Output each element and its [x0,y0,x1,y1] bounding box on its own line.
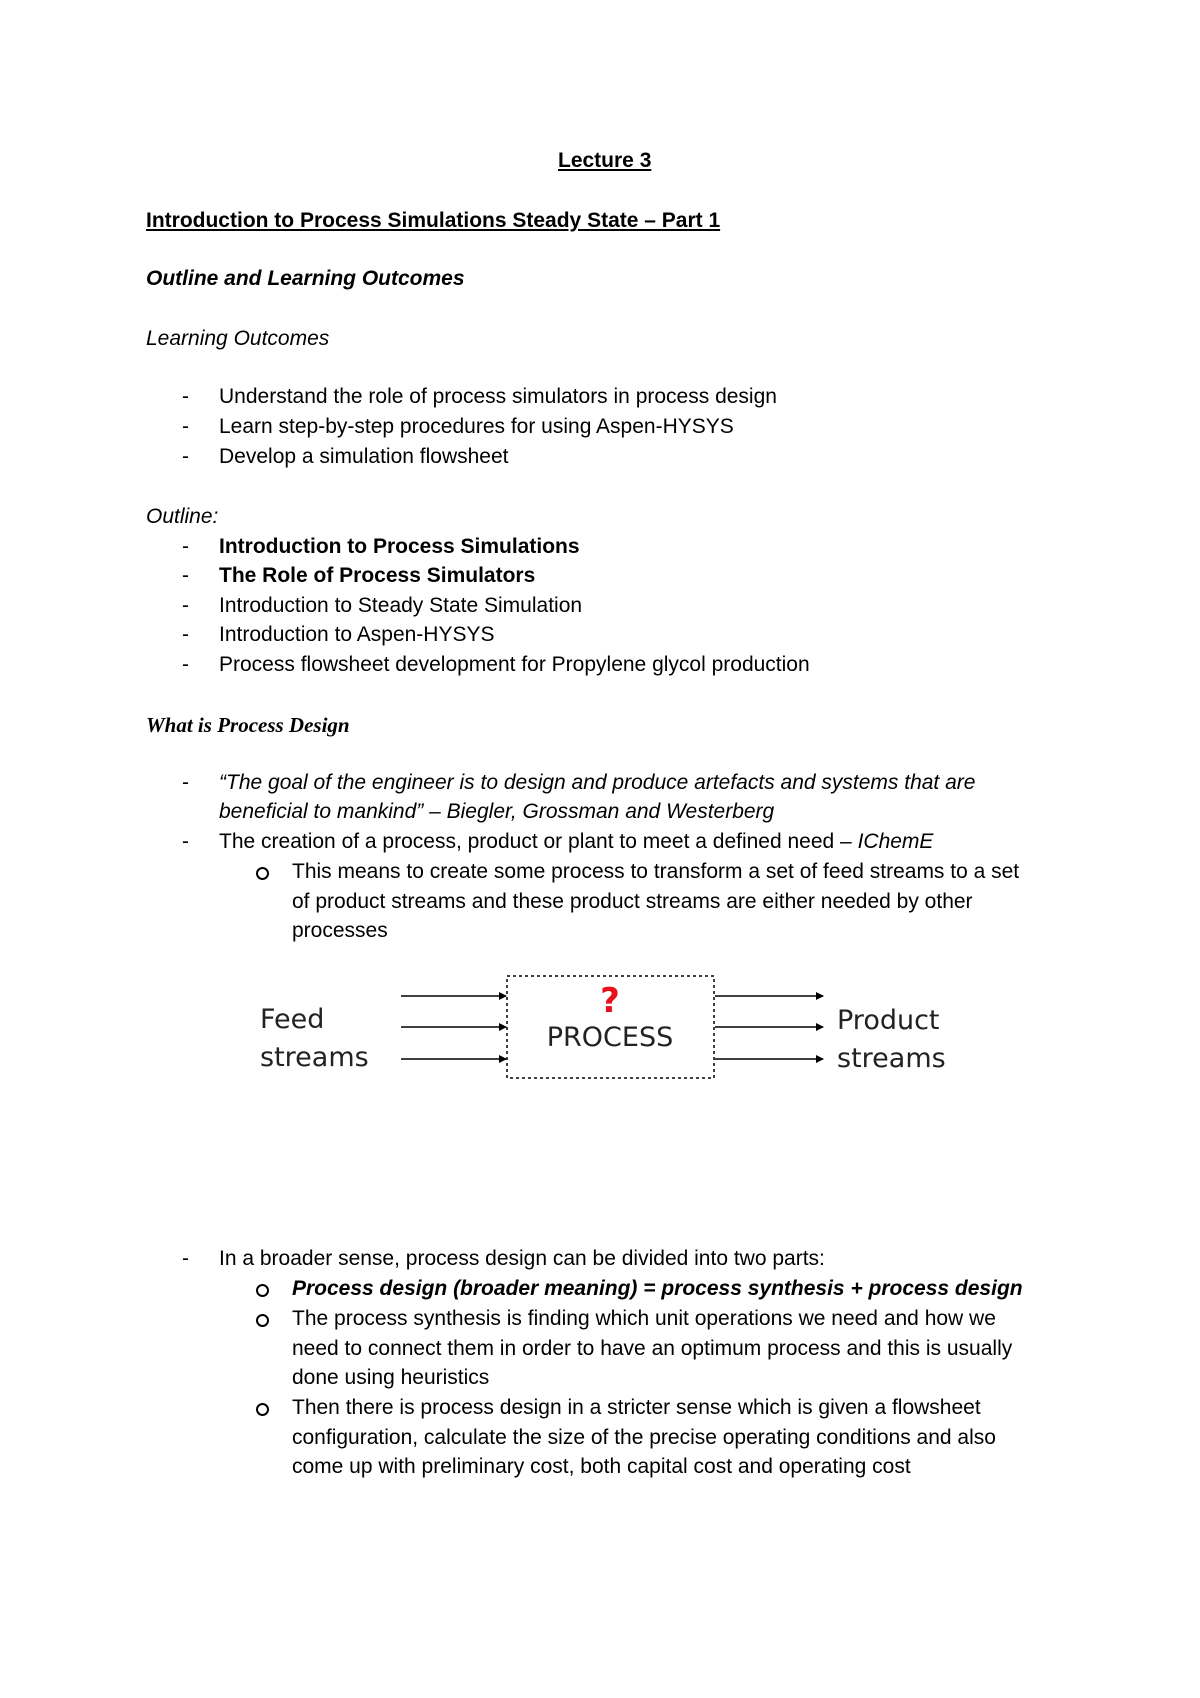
bullet-dash: - [182,535,189,558]
outline-list-heading: Outline: [146,505,219,528]
bullet-dash: - [182,445,189,468]
sub-bullet-line: configuration, calculate the size of the precise operating conditions and also [292,1426,996,1449]
definition-text: The creation of a process, product or plant to meet a defined need – [219,830,858,853]
process-block-diagram [240,960,960,1090]
product-label: streams [837,1043,946,1074]
outline-item: The Role of Process Simulators [219,564,536,587]
bullet-dash: - [182,771,189,794]
outline-item: Introduction to Aspen-HYSYS [219,623,495,646]
sub-bullet-line: need to connect them in order to have an optimum process and this is usually [292,1337,1013,1360]
learning-outcome-item: Understand the role of process simulators in process design [219,385,777,408]
bullet-dash: - [182,594,189,617]
circle-bullet-icon [256,1314,269,1327]
sub-bullet-line: of product streams and these product streams are either needed by other [292,890,973,913]
learning-outcome-item: Develop a simulation flowsheet [219,445,509,468]
bullet-dash: - [182,415,189,438]
process-label: PROCESS [546,1022,674,1053]
bullet-dash: - [182,653,189,676]
sub-bullet-line: Then there is process design in a stricter sense which is given a flowsheet [292,1396,981,1419]
quote-line: “The goal of the engineer is to design and produce artefacts and systems that are [219,771,976,794]
product-label: Product [837,1005,940,1036]
circle-bullet-icon [256,867,269,880]
lecture-subtitle: Introduction to Process Simulations Steady State – Part 1 [146,209,721,232]
feed-label: Feed [260,1004,325,1035]
bullet-dash: - [182,623,189,646]
sub-bullet-line: processes [292,919,388,942]
definition-line [219,829,933,855]
feed-label: streams [260,1042,369,1073]
sub-bullet-line: Process design (broader meaning) = process synthesis + process design [292,1277,1023,1300]
outline-item: Introduction to Steady State Simulation [219,594,583,617]
process-design-heading: What is Process Design [146,713,350,737]
learning-outcomes-heading: Learning Outcomes [146,327,330,350]
question-mark-icon: ? [600,981,620,1021]
outline-heading: Outline and Learning Outcomes [146,267,465,290]
definition-source: IChemE [857,830,934,853]
bullet-dash: - [182,830,189,853]
bullet-dash: - [182,1247,189,1270]
lecture-title: Lecture 3 [558,149,652,172]
circle-bullet-icon [256,1284,269,1297]
broader-intro: In a broader sense, process design can be divided into two parts: [219,1247,825,1270]
quote-line: beneficial to mankind” – Biegler, Grossman and Westerberg [219,800,775,823]
sub-bullet-line: come up with preliminary cost, both capital cost and operating cost [292,1455,911,1478]
outline-item: Introduction to Process Simulations [219,535,580,558]
circle-bullet-icon [256,1403,269,1416]
learning-outcome-item: Learn step-by-step procedures for using Aspen-HYSYS [219,415,734,438]
sub-bullet-line: This means to create some process to transform a set of feed streams to a set [292,860,1020,883]
sub-bullet-line: done using heuristics [292,1366,490,1389]
bullet-dash: - [182,564,189,587]
outline-item: Process flowsheet development for Propylene glycol production [219,653,810,676]
sub-bullet-line: The process synthesis is finding which unit operations we need and how we [292,1307,996,1330]
bullet-dash: - [182,385,189,408]
